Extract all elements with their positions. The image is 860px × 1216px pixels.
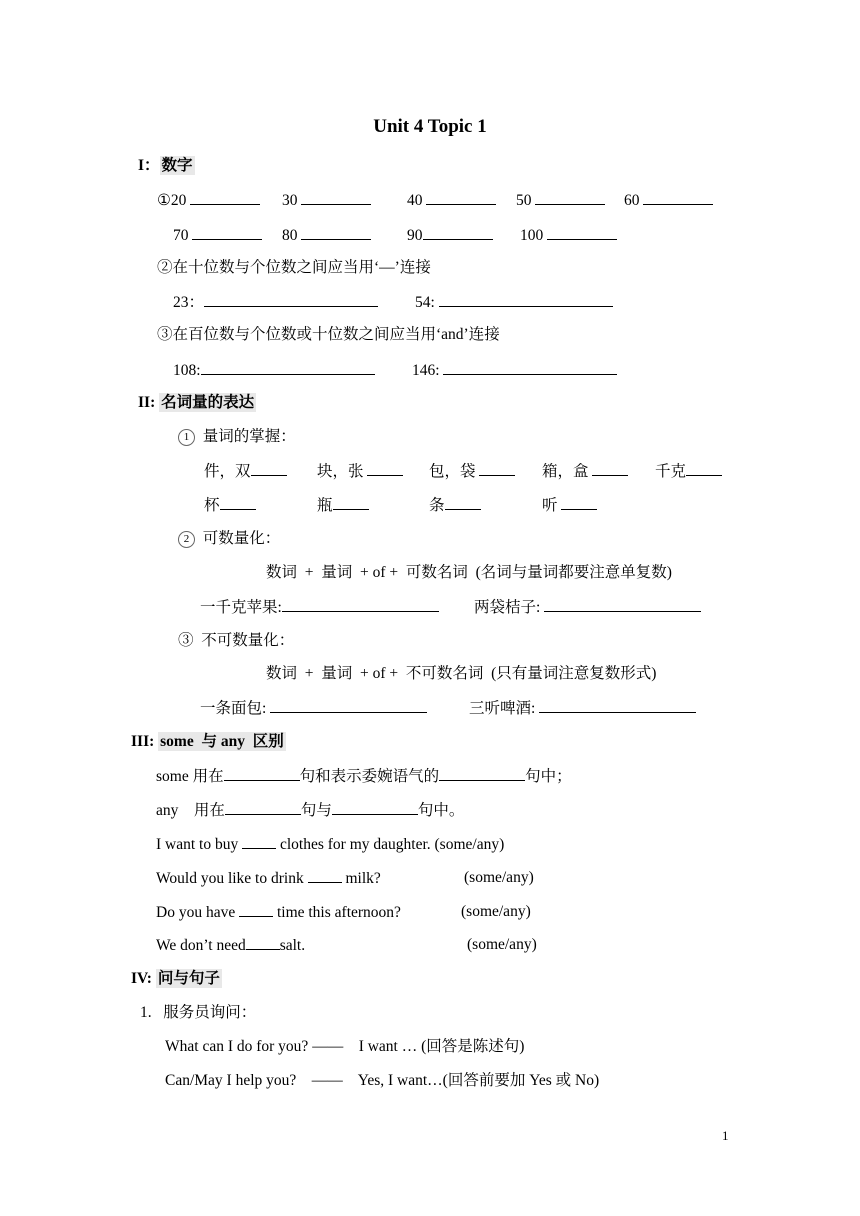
tens-example-2: [415, 292, 613, 313]
section-2-title: 名词量的表达: [161, 394, 255, 411]
example-label: 146:: [412, 362, 440, 379]
tens-rule-note: ②在十位数与个位数之间应当用‘—’连接: [157, 259, 431, 276]
blank-line: [201, 360, 375, 375]
text-part: I want to buy: [156, 836, 239, 853]
measure-word-8: [429, 495, 481, 516]
text-part: Would you like to drink: [156, 870, 304, 887]
text-part: 句中。: [417, 802, 465, 819]
blank-line: [544, 597, 701, 612]
example-label: 54:: [415, 294, 435, 311]
countable-example-1: [200, 597, 439, 618]
blank-line: [439, 292, 613, 307]
text-part: We don’t need: [156, 937, 246, 954]
exercise-2: [156, 868, 381, 889]
circled-number-2-icon: 2: [178, 531, 195, 548]
measure-word-9: [542, 495, 597, 516]
uncountable-subheading: ③ 不可数量化：: [178, 632, 295, 649]
text-part: Do you have: [156, 904, 236, 921]
section-4-heading: [131, 969, 222, 989]
blank-line: [479, 461, 515, 476]
number-label: 50: [516, 192, 532, 209]
blank-line: [439, 766, 525, 781]
blank-line: [301, 190, 371, 205]
blank-line: [333, 495, 369, 510]
blank-line: [225, 800, 301, 815]
hundreds-rule-note: ③在百位数与个位数或十位数之间应当用‘and’连接: [157, 326, 500, 343]
some-usage-line: [156, 766, 572, 787]
measure-word-6: [204, 495, 256, 516]
blank-line: [192, 225, 262, 240]
subheading-label: 量词的掌握：: [202, 428, 296, 445]
measure-word-text: 听: [542, 497, 558, 514]
number-label: 70: [173, 227, 189, 244]
section-1-heading: [138, 156, 195, 176]
measure-word-text: 杯: [204, 497, 220, 514]
number-label: 30: [282, 192, 298, 209]
measure-word-text: 块，张: [317, 463, 364, 480]
numbers-row-1-item-3: [407, 190, 496, 211]
blank-line: [246, 935, 280, 950]
document-title: Unit 4 Topic 1: [373, 116, 487, 137]
hundreds-example-1: [173, 360, 375, 381]
exercise-2-options: (some/any): [464, 869, 534, 886]
numbers-row-2-item-3: [407, 225, 493, 246]
numbers-row-1-item-5: [624, 190, 713, 211]
example-label: 一千克苹果:: [200, 599, 282, 616]
tens-example-1: [173, 292, 378, 313]
uncountable-example-2: [469, 698, 696, 719]
numbers-row-2-item-1: [173, 225, 262, 246]
numbers-row-2-item-2: [282, 225, 371, 246]
blank-line: [547, 225, 617, 240]
number-label: 90: [407, 227, 423, 244]
exercise-3-options: (some/any): [461, 903, 531, 920]
measure-word-text: 件，双: [204, 463, 251, 480]
section-3-roman: III:: [131, 733, 155, 750]
example-label: 一条面包:: [200, 700, 267, 717]
blank-line: [535, 190, 605, 205]
blank-line: [204, 292, 378, 307]
blank-line: [686, 461, 722, 476]
blank-line: [643, 190, 713, 205]
measure-word-text: 条: [429, 497, 445, 514]
blank-line: [308, 868, 342, 883]
blank-line: [426, 190, 496, 205]
blank-line: [270, 698, 427, 713]
blank-line: [224, 766, 300, 781]
text-part: some 用在: [156, 768, 224, 785]
text-part: any 用在: [156, 802, 225, 819]
measure-word-2: [317, 461, 403, 482]
blank-line: [242, 834, 276, 849]
blank-line: [282, 597, 439, 612]
waiter-asks-item: 1. 服务员询问：: [140, 1004, 257, 1021]
page-number: 1: [722, 1128, 729, 1143]
measure-word-text: 箱，盒: [542, 463, 589, 480]
dialogue-line-1: What can I do for you? —— I want … (回答是陈述句): [165, 1038, 525, 1055]
circled-number-1-icon: 1: [178, 429, 195, 446]
dialogue-line-2: Can/May I help you? —— Yes, I want…(回答前要加 Yes 或 No): [165, 1072, 600, 1089]
blank-line: [423, 225, 493, 240]
exercise-1: [156, 834, 504, 855]
blank-line: [220, 495, 256, 510]
text-part: 句和表示委婉语气的: [299, 768, 440, 785]
measure-word-4: [542, 461, 628, 482]
section-4-roman: IV:: [131, 970, 152, 987]
number-label: 100: [520, 227, 544, 244]
blank-line: [190, 190, 260, 205]
section-1-roman: I：: [138, 157, 160, 174]
subheading-label: 可数量化：: [202, 530, 281, 547]
measure-word-7: [317, 495, 369, 516]
any-usage-line: [156, 800, 464, 821]
numbers-row-1-item-4: [516, 190, 605, 211]
blank-line: [561, 495, 597, 510]
numbers-row-1-item-1: [157, 190, 260, 211]
section-2-roman: II:: [138, 394, 156, 411]
text-part: milk?: [345, 870, 381, 887]
countable-formula: 数词 + 量词 + of + 可数名词 (名词与量词都要注意单复数): [266, 564, 672, 581]
section-3-heading: [131, 732, 286, 752]
exercise-4: [156, 935, 305, 956]
example-label: 三听啤酒:: [469, 700, 536, 717]
measure-word-5: [655, 461, 722, 482]
text-part: clothes for my daughter. (some/any): [279, 836, 505, 853]
exercise-4-options: (some/any): [467, 936, 537, 953]
text-part: salt.: [279, 937, 306, 954]
text-part: 句与: [300, 802, 332, 819]
blank-line: [445, 495, 481, 510]
blank-line: [367, 461, 403, 476]
hundreds-example-2: [412, 360, 617, 381]
uncountable-formula: 数词 + 量词 + of + 不可数名词 (只有量词注意复数形式): [266, 665, 657, 682]
text-part: 句中；: [525, 768, 572, 785]
exercise-3: [156, 902, 401, 923]
number-label: 40: [407, 192, 423, 209]
section-3-title: some 与 any 区别: [160, 733, 284, 750]
number-label: 80: [282, 227, 298, 244]
example-label: 两袋桔子:: [474, 599, 541, 616]
blank-line: [239, 902, 273, 917]
measure-word-text: 包，袋: [429, 463, 476, 480]
blank-line: [539, 698, 696, 713]
blank-line: [592, 461, 628, 476]
section-2-heading: [138, 393, 256, 413]
uncountable-example-1: [200, 698, 427, 719]
section-4-title: 问与句子: [157, 970, 220, 987]
blank-line: [443, 360, 617, 375]
blank-line: [251, 461, 287, 476]
section-1-title: 数字: [161, 157, 193, 174]
countable-subheading: [178, 529, 280, 549]
measure-word-text: 瓶: [317, 497, 333, 514]
measure-word-3: [429, 461, 515, 482]
number-label: 60: [624, 192, 640, 209]
measure-word-1: [204, 461, 287, 482]
text-part: time this afternoon?: [276, 904, 401, 921]
example-label: 108:: [173, 362, 201, 379]
measure-words-subheading: [178, 427, 296, 447]
numbers-row-1-item-2: [282, 190, 371, 211]
example-label: 23：: [173, 294, 205, 311]
numbers-row-2-item-4: [520, 225, 617, 246]
measure-word-text: 千克: [655, 463, 687, 480]
blank-line: [332, 800, 418, 815]
number-label: ①20: [157, 192, 187, 209]
countable-example-2: [474, 597, 701, 618]
blank-line: [301, 225, 371, 240]
